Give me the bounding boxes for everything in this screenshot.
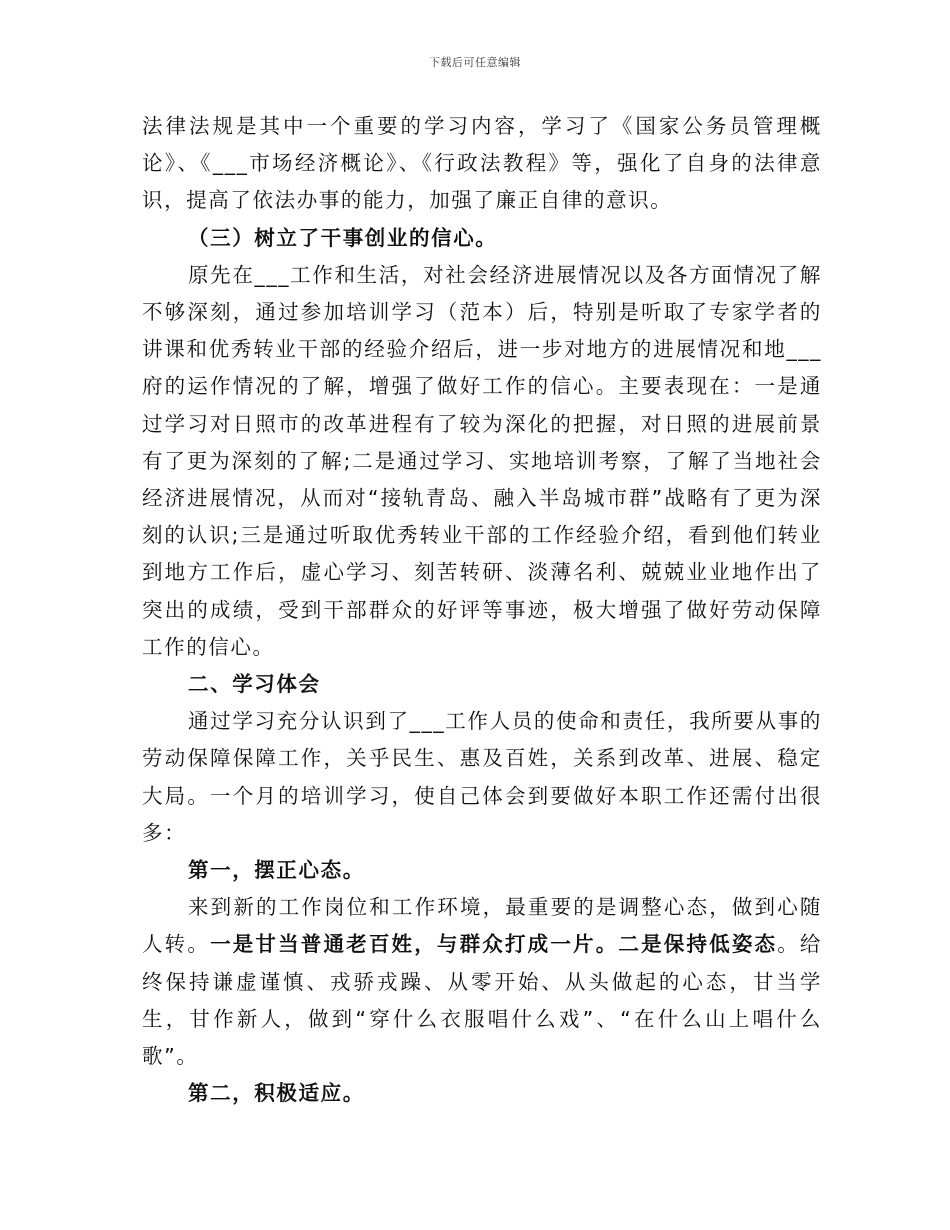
attitude-text-bold: 一是甘当普通老百姓，与群众打成一片。二是保持低姿态 — [210, 932, 778, 957]
attitude-text-intro: 来到新的工作岗位和工作环境，最重要的是调整心态，做到心随人转。 — [142, 895, 822, 957]
heading-first-attitude: 第一，摆正心态。 — [188, 858, 365, 883]
paragraph-learning-experience: 通过学习充分认识到了___工作人员的使命和责任，我所要从事的劳动保障保障工作，关乎民生、惠及百姓，关系到改革、进展、稳定大局。一个月的培训学习，使自己体会到要做好本职工作还需付出很多： — [142, 709, 822, 845]
paragraph-law-study: 法律法规是其中一个重要的学习内容，学习了《国家公务员管理概论》、《___市场经济概论》、《行政法教程》等，强化了自身的法律意识，提高了依法办事的能力，加强了廉正自律的意识。 — [142, 114, 822, 213]
heading-second-adapt: 第二，积极适应。 — [188, 1081, 365, 1106]
attitude-text-rest: 。给终保持谦虚谨慎、戎骄戎躁、从零开始、从头做起的心态，甘当学生，甘作新人，做到“穿什么衣服唱什么戏”、“在什么山上唱什么歌”。 — [142, 932, 822, 1069]
page-header: 下载后可任意编辑 — [429, 56, 521, 69]
paragraph-confidence: 原先在___工作和生活，对社会经济进展情况以及各方面情况了解不够深刻，通过参加培训学习（范本）后，特别是听取了专家学者的讲课和优秀转业干部的经验介绍后，进一步对地方的进展情况和地___府的运作情况的了解，增强了做好工作的信心。主要表现在：一是通过学习对日照市的改革进程有了较为深化的把握，对日照的进展前景有了更为深刻的了解;二是通过学习、实地培训考察，了解了当地社会经济进展情况，从而对“接轨青岛、融入半岛城市群”战略有了更为深刻的认识;三是通过听取优秀转业干部的工作经验介绍，看到他们转业到地方工作后，虚心学习、刻苦转研、淡薄名利、兢兢业业地作出了突出的成绩，受到干部群众的好评等事迹，极大增强了做好劳动保障工作的信心。 — [142, 262, 822, 659]
paragraph-attitude — [142, 889, 822, 1075]
document-body — [142, 108, 822, 1112]
heading-confidence: （三）树立了干事创业的信心。 — [188, 225, 498, 250]
heading-learning-experience: 二、学习体会 — [188, 672, 321, 697]
